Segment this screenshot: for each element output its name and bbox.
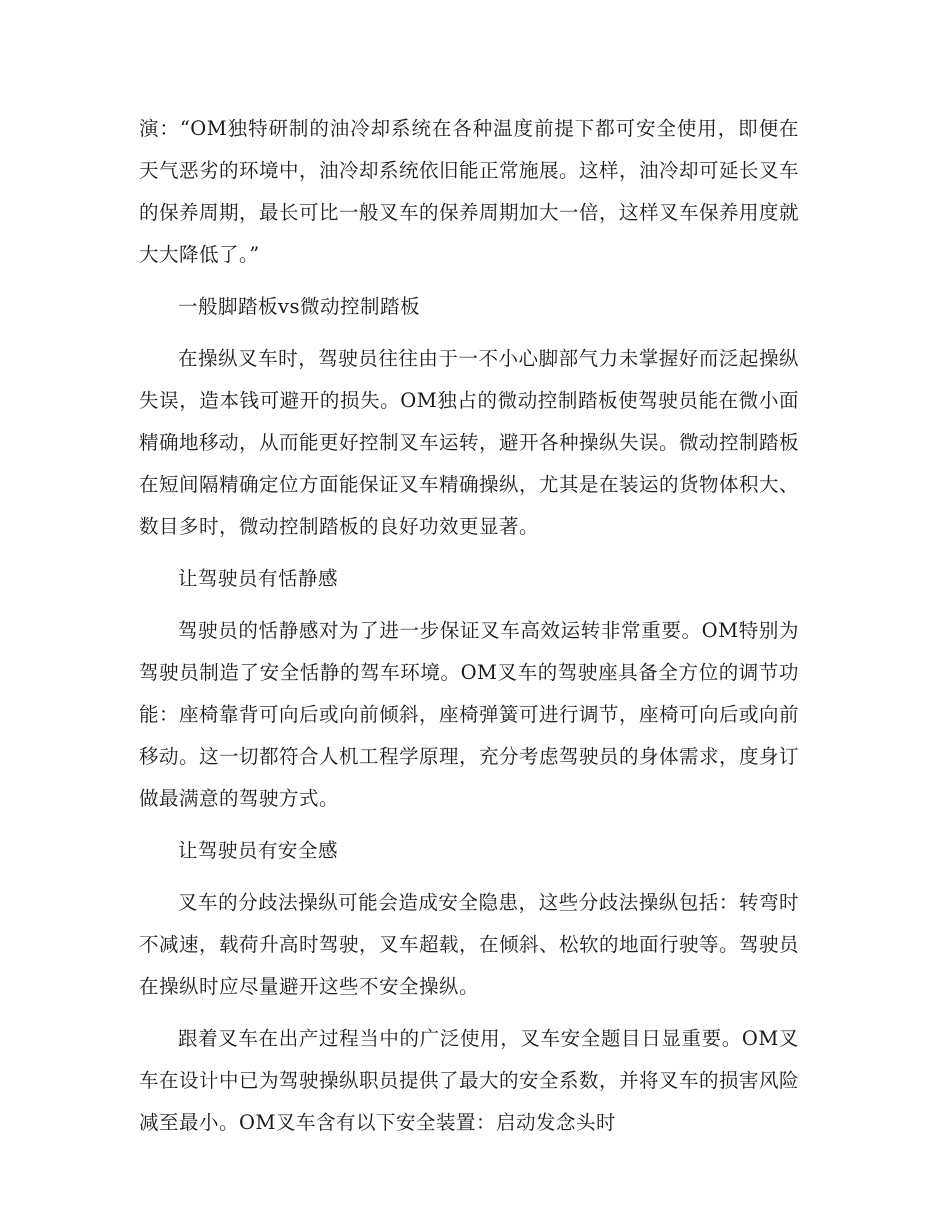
heading-pedal: 一般脚踏板vs微动控制踏板 <box>178 295 421 318</box>
paragraph-safety-devices: 跟着叉车在出产过程当中的广泛使用，叉车安全题目日显重要。OM叉车在设计中已为驾驶操纵职员提供了最大的安全系数，并将叉车的损害风险减至最小。OM叉车含有以下安全装置：启动发念头时 <box>139 1027 800 1134</box>
heading-safety: 让驾驶员有安全感 <box>178 839 339 862</box>
paragraph-oil-cooling-continued: 演：“OM独特研制的油冷却系统在各种温度前提下都可安全使用，即便在天气恶劣的环境中，油冷却系统依旧能正常施展。这样，油冷却可延长叉车的保养周期，最长可比一般叉车的保养周期加大一倍，这样叉车保养用度就大大降低了。” <box>139 117 800 266</box>
paragraph-micro-pedal: 在操纵叉车时，驾驶员往往由于一不小心脚部气力未掌握好而泛起操纵失误，造本钱可避开的损失。OM独占的微动控制踏板使驾驶员能在微小面精确地移动，从而能更好控制叉车运转，避开各种操纵失误。微动控制踏板在短间隔精确定位方面能保证叉车精确操纵，尤其是在装运的货物体积大、数目多时，微动控制踏板的良好功效更显著。 <box>139 347 800 538</box>
heading-comfort: 让驾驶员有恬静感 <box>178 567 339 590</box>
document-body <box>139 108 799 1154</box>
paragraph-unsafe-operation: 叉车的分歧法操纵可能会造成安全隐患，这些分歧法操纵包括：转弯时不减速，载荷升高时驾驶，叉车超载，在倾斜、松软的地面行驶等。驾驶员在操纵时应尽量避开这些不安全操纵。 <box>139 891 800 998</box>
paragraph-comfort: 驾驶员的恬静感对为了进一步保证叉车高效运转非常重要。OM特别为驾驶员制造了安全恬静的驾车环境。OM叉车的驾驶座具备全方位的调节功能：座椅靠背可向后或向前倾斜，座椅弹簧可进行调节，座椅可向后或向前移动。这一切都符合人机工程学原理，充分考虑驾驶员的身体需求，度身订做最满意的驾驶方式。 <box>139 619 800 810</box>
